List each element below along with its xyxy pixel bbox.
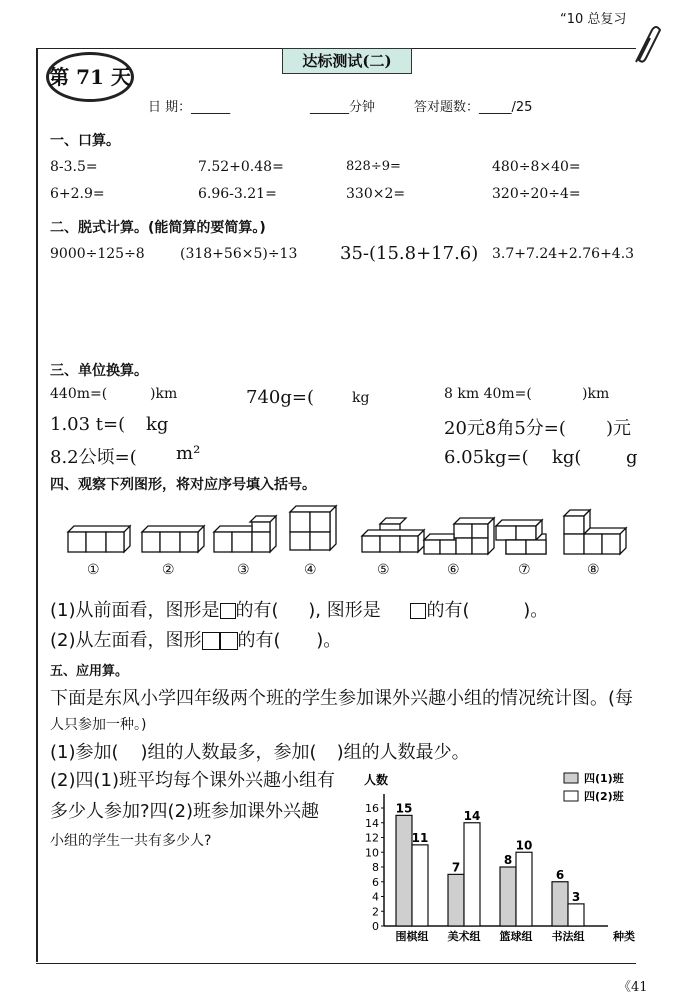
y-tick-label: 0 bbox=[372, 920, 379, 933]
legend-label: 四(2)班 bbox=[584, 790, 624, 803]
conv-item: 440m=( bbox=[50, 386, 108, 402]
bar bbox=[552, 882, 568, 926]
figure-label: ⑦ bbox=[518, 562, 531, 578]
figure-label: ④ bbox=[304, 562, 317, 578]
y-tick-label: 8 bbox=[372, 861, 379, 874]
page-title: 达标测试(二) bbox=[282, 48, 412, 74]
section5-q2: 小组的学生一共有多少人? bbox=[50, 833, 212, 849]
calc-item: 8-3.5= bbox=[50, 159, 98, 175]
page-number: 《41 bbox=[618, 980, 648, 995]
section5-q1: (1)参加( )组的人数最多，参加( )组的人数最少。 bbox=[50, 742, 470, 763]
conv-item: g bbox=[626, 447, 638, 468]
section5-intro: 人只参加一种。) bbox=[50, 717, 147, 733]
data-label: 3 bbox=[571, 889, 581, 904]
conv-item: 20元8角5分=( bbox=[444, 418, 566, 439]
calc-item: 6+2.9= bbox=[50, 186, 105, 202]
section3-heading: 三、单位换算。 bbox=[50, 363, 148, 379]
legend-swatch bbox=[564, 791, 578, 801]
expr-item: 9000÷125÷8 bbox=[50, 246, 145, 262]
calc-item: 320÷20÷4= bbox=[492, 186, 581, 202]
conv-item: 6.05kg=( bbox=[444, 447, 529, 468]
calc-item: 6.96-3.21= bbox=[198, 186, 277, 202]
figure-label: ① bbox=[87, 562, 100, 578]
cube-figures bbox=[56, 504, 646, 564]
bar bbox=[464, 823, 480, 926]
bar bbox=[396, 815, 412, 926]
date-label: 日 期：______ bbox=[148, 100, 231, 115]
chapter-label: “10 总复习 bbox=[560, 12, 627, 27]
y-tick-label: 12 bbox=[365, 831, 379, 845]
section5-intro: 下面是东风小学四年级两个班的学生参加课外兴趣小组的情况统计图。(每 bbox=[50, 688, 634, 709]
section1-heading: 一、口算。 bbox=[50, 133, 120, 149]
figure-2 bbox=[142, 526, 204, 552]
section2-heading: 二、脱式计算。(能简算的要简算。) bbox=[50, 220, 266, 236]
x-axis-label: 种类 bbox=[613, 930, 635, 943]
y-tick-label: 14 bbox=[365, 816, 379, 830]
y-tick-label: 6 bbox=[372, 875, 379, 889]
figure-label: ② bbox=[162, 562, 175, 578]
figure-4 bbox=[290, 506, 336, 550]
conv-item: )km bbox=[582, 386, 610, 402]
score-field: 答对题数：_____/25 bbox=[414, 100, 533, 115]
figure-8 bbox=[564, 510, 626, 554]
figure-1 bbox=[68, 526, 130, 552]
x-tick-label: 篮球组 bbox=[499, 930, 533, 943]
conv-item: )km bbox=[150, 386, 178, 402]
x-tick-label: 围棋组 bbox=[395, 930, 429, 943]
bar bbox=[448, 874, 464, 926]
bar bbox=[568, 904, 584, 926]
expr-item: (318+56×5)÷13 bbox=[180, 246, 298, 262]
conv-item: 1.03 t=( bbox=[50, 414, 126, 435]
x-tick-label: 美术组 bbox=[447, 930, 481, 943]
shape-square-icon bbox=[410, 603, 426, 619]
shape-square-icon bbox=[220, 632, 238, 650]
conv-item: 740g=( bbox=[246, 387, 314, 408]
figure-label: ⑧ bbox=[587, 562, 600, 578]
section5-q2: (2)四(1)班平均每个课外兴趣小组有 bbox=[50, 770, 335, 791]
paperclip-icon bbox=[626, 22, 662, 68]
section4-heading: 四、观察下列图形，将对应序号填入括号。 bbox=[50, 477, 316, 493]
calc-item: 480÷8×40= bbox=[492, 159, 581, 175]
shape-two-squares-icon bbox=[202, 632, 220, 650]
conv-item: kg bbox=[146, 414, 169, 435]
calc-item: 7.52+0.48= bbox=[198, 159, 284, 175]
y-tick-label: 4 bbox=[372, 890, 379, 904]
section4-q1: (1)从前面看，图形是 的有( ), 图形是 的有( )。 bbox=[50, 600, 549, 621]
data-label: 14 bbox=[463, 808, 481, 823]
x-tick-label: 书法组 bbox=[551, 930, 585, 943]
bar bbox=[516, 852, 532, 926]
bar bbox=[500, 867, 516, 926]
legend-label: 四(1)班 bbox=[584, 772, 624, 785]
minutes-field: ______分钟 bbox=[310, 100, 376, 115]
expr-item: 3.7+7.24+2.76+4.3 bbox=[492, 246, 635, 262]
conv-item: m² bbox=[176, 443, 201, 464]
conv-item: 8 km 40m=( bbox=[444, 386, 532, 402]
y-tick-label: 2 bbox=[372, 905, 379, 919]
section4-q2: (2)从左面看，图形 的有( )。 bbox=[50, 630, 342, 651]
shape-square-icon bbox=[220, 603, 236, 619]
section5-q2: 多少人参加?四(2)班参加课外兴趣 bbox=[50, 801, 320, 822]
day-badge: 第 71 天 bbox=[46, 52, 134, 102]
figure-label: ⑥ bbox=[447, 562, 460, 578]
bar bbox=[412, 845, 428, 926]
data-label: 8 bbox=[503, 853, 513, 867]
bottom-rule bbox=[36, 963, 636, 964]
figure-5 bbox=[362, 518, 424, 552]
data-label: 7 bbox=[451, 860, 461, 875]
conv-item: 8.2公顷=( bbox=[50, 447, 137, 468]
conv-item: )元 bbox=[606, 418, 632, 439]
expr-item: 35-(15.8+17.6) bbox=[340, 243, 479, 264]
data-label: 6 bbox=[555, 867, 565, 882]
y-axis-label: 人数 bbox=[364, 773, 389, 787]
calc-item: 828÷9= bbox=[346, 159, 401, 174]
calc-item: 330×2= bbox=[346, 186, 406, 202]
figure-label: ⑤ bbox=[377, 562, 390, 578]
conv-item: kg bbox=[352, 390, 370, 406]
conv-item: kg( bbox=[552, 447, 582, 468]
bar-chart bbox=[358, 768, 640, 946]
y-tick-label: 10 bbox=[365, 846, 379, 860]
figure-label: ③ bbox=[237, 562, 250, 578]
y-tick-label: 16 bbox=[365, 802, 379, 815]
data-label: 15 bbox=[395, 801, 413, 816]
section5-heading: 五、应用算。 bbox=[50, 664, 129, 679]
figure-6 bbox=[424, 518, 494, 554]
figure-3 bbox=[214, 516, 276, 552]
legend-swatch bbox=[564, 773, 578, 783]
data-label: 11 bbox=[411, 830, 429, 845]
data-label: 10 bbox=[515, 838, 533, 853]
figure-7 bbox=[496, 520, 546, 554]
